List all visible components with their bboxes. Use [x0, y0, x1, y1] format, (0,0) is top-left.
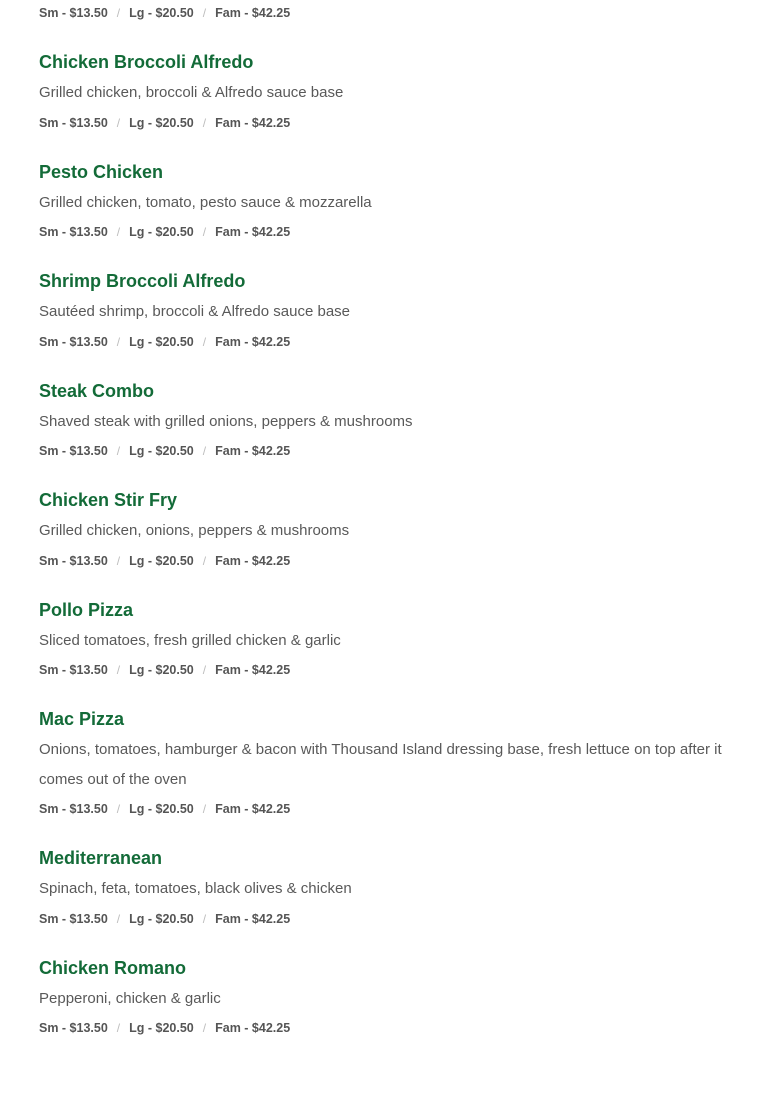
item-name: Mac Pizza	[39, 709, 125, 729]
price-family: Fam - $42.25	[215, 911, 291, 926]
price-row	[39, 1015, 739, 1041]
price-large: Lg - $20.50	[129, 663, 194, 677]
price-separator: /	[202, 553, 207, 568]
price-row	[39, 796, 739, 822]
price-separator: /	[116, 6, 121, 20]
price-family: Fam - $42.25	[215, 334, 291, 349]
item-name: Pollo Pizza	[39, 599, 134, 620]
price-separator: /	[116, 802, 121, 816]
item-name: Mediterranean	[39, 848, 163, 868]
price-large: Lg - $20.50	[129, 802, 194, 816]
price-small: Sm - $13.50	[39, 115, 108, 130]
price-separator: /	[116, 663, 121, 677]
price-family: Fam - $42.25	[215, 802, 291, 816]
menu-item	[39, 683, 739, 822]
price-small: Sm - $13.50	[39, 663, 108, 677]
price-large: Lg - $20.50	[129, 553, 194, 568]
menu-item	[39, 136, 739, 246]
price-row	[39, 219, 739, 245]
price-row	[39, 438, 739, 464]
menu-item	[39, 464, 739, 574]
price-small: Sm - $13.50	[39, 225, 108, 239]
price-small: Sm - $13.50	[39, 911, 108, 926]
price-family: Fam - $42.25	[215, 553, 291, 568]
price-separator: /	[202, 225, 207, 239]
price-family: Fam - $42.25	[215, 1021, 291, 1035]
item-description: Pepperoni, chicken & garlic	[39, 989, 221, 1007]
item-description: Spinach, feta, tomatoes, black olives & chicken	[39, 880, 352, 897]
price-separator: /	[202, 115, 207, 130]
price-small: Sm - $13.50	[39, 553, 108, 568]
price-separator: /	[116, 444, 121, 458]
price-large: Lg - $20.50	[129, 6, 194, 20]
item-name: Pesto Chicken	[39, 161, 164, 182]
price-separator: /	[202, 802, 207, 816]
item-name: Chicken Broccoli Alfredo	[39, 52, 254, 72]
price-separator: /	[202, 334, 207, 349]
price-large: Lg - $20.50	[129, 444, 194, 458]
price-row	[39, 329, 739, 355]
price-large: Lg - $20.50	[129, 334, 194, 349]
price-separator: /	[116, 225, 121, 239]
price-large: Lg - $20.50	[129, 115, 194, 130]
price-small: Sm - $13.50	[39, 6, 108, 20]
item-name: Shrimp Broccoli Alfredo	[39, 271, 246, 291]
item-name: Chicken Stir Fry	[39, 490, 178, 510]
price-separator: /	[202, 444, 207, 458]
price-small: Sm - $13.50	[39, 334, 108, 349]
price-large: Lg - $20.50	[129, 911, 194, 926]
item-description: Sliced tomatoes, fresh grilled chicken & garlic	[39, 631, 341, 649]
price-family: Fam - $42.25	[215, 444, 291, 458]
price-separator: /	[116, 1021, 121, 1035]
price-separator: /	[202, 911, 207, 926]
price-row	[39, 110, 739, 136]
price-small: Sm - $13.50	[39, 802, 108, 816]
item-name: Steak Combo	[39, 380, 155, 401]
price-row	[39, 906, 739, 932]
price-row	[39, 0, 739, 26]
price-separator: /	[202, 663, 207, 677]
price-separator: /	[202, 1021, 207, 1035]
price-separator: /	[116, 911, 121, 926]
menu-item	[39, 932, 739, 1042]
price-row	[39, 548, 739, 574]
price-family: Fam - $42.25	[215, 115, 291, 130]
item-description: Onions, tomatoes, hamburger & bacon with Thousand Island dressing base, fresh lettuce on top after it comes out of the oven	[39, 741, 722, 788]
menu-items	[39, 26, 739, 1041]
menu-item	[39, 574, 739, 684]
price-family: Fam - $42.25	[215, 663, 291, 677]
price-small: Sm - $13.50	[39, 1021, 108, 1035]
price-large: Lg - $20.50	[129, 1021, 194, 1035]
menu-item	[39, 245, 739, 355]
price-separator: /	[116, 115, 121, 130]
item-description: Grilled chicken, broccoli & Alfredo sauce base	[39, 84, 344, 101]
price-family: Fam - $42.25	[215, 6, 291, 20]
menu-item	[39, 355, 739, 465]
menu-list	[39, 0, 739, 1041]
item-description: Grilled chicken, onions, peppers & mushrooms	[39, 522, 350, 539]
menu-item	[39, 822, 739, 932]
price-separator: /	[116, 334, 121, 349]
price-row	[39, 657, 739, 683]
price-separator: /	[202, 6, 207, 20]
price-family: Fam - $42.25	[215, 225, 291, 239]
item-description: Shaved steak with grilled onions, peppers & mushrooms	[39, 412, 413, 430]
item-description: Grilled chicken, tomato, pesto sauce & mozzarella	[39, 193, 372, 211]
price-separator: /	[116, 553, 121, 568]
item-description: Sautéed shrimp, broccoli & Alfredo sauce base	[39, 303, 351, 320]
menu-item	[39, 26, 739, 136]
price-large: Lg - $20.50	[129, 225, 194, 239]
item-name: Chicken Romano	[39, 957, 187, 978]
price-small: Sm - $13.50	[39, 444, 108, 458]
